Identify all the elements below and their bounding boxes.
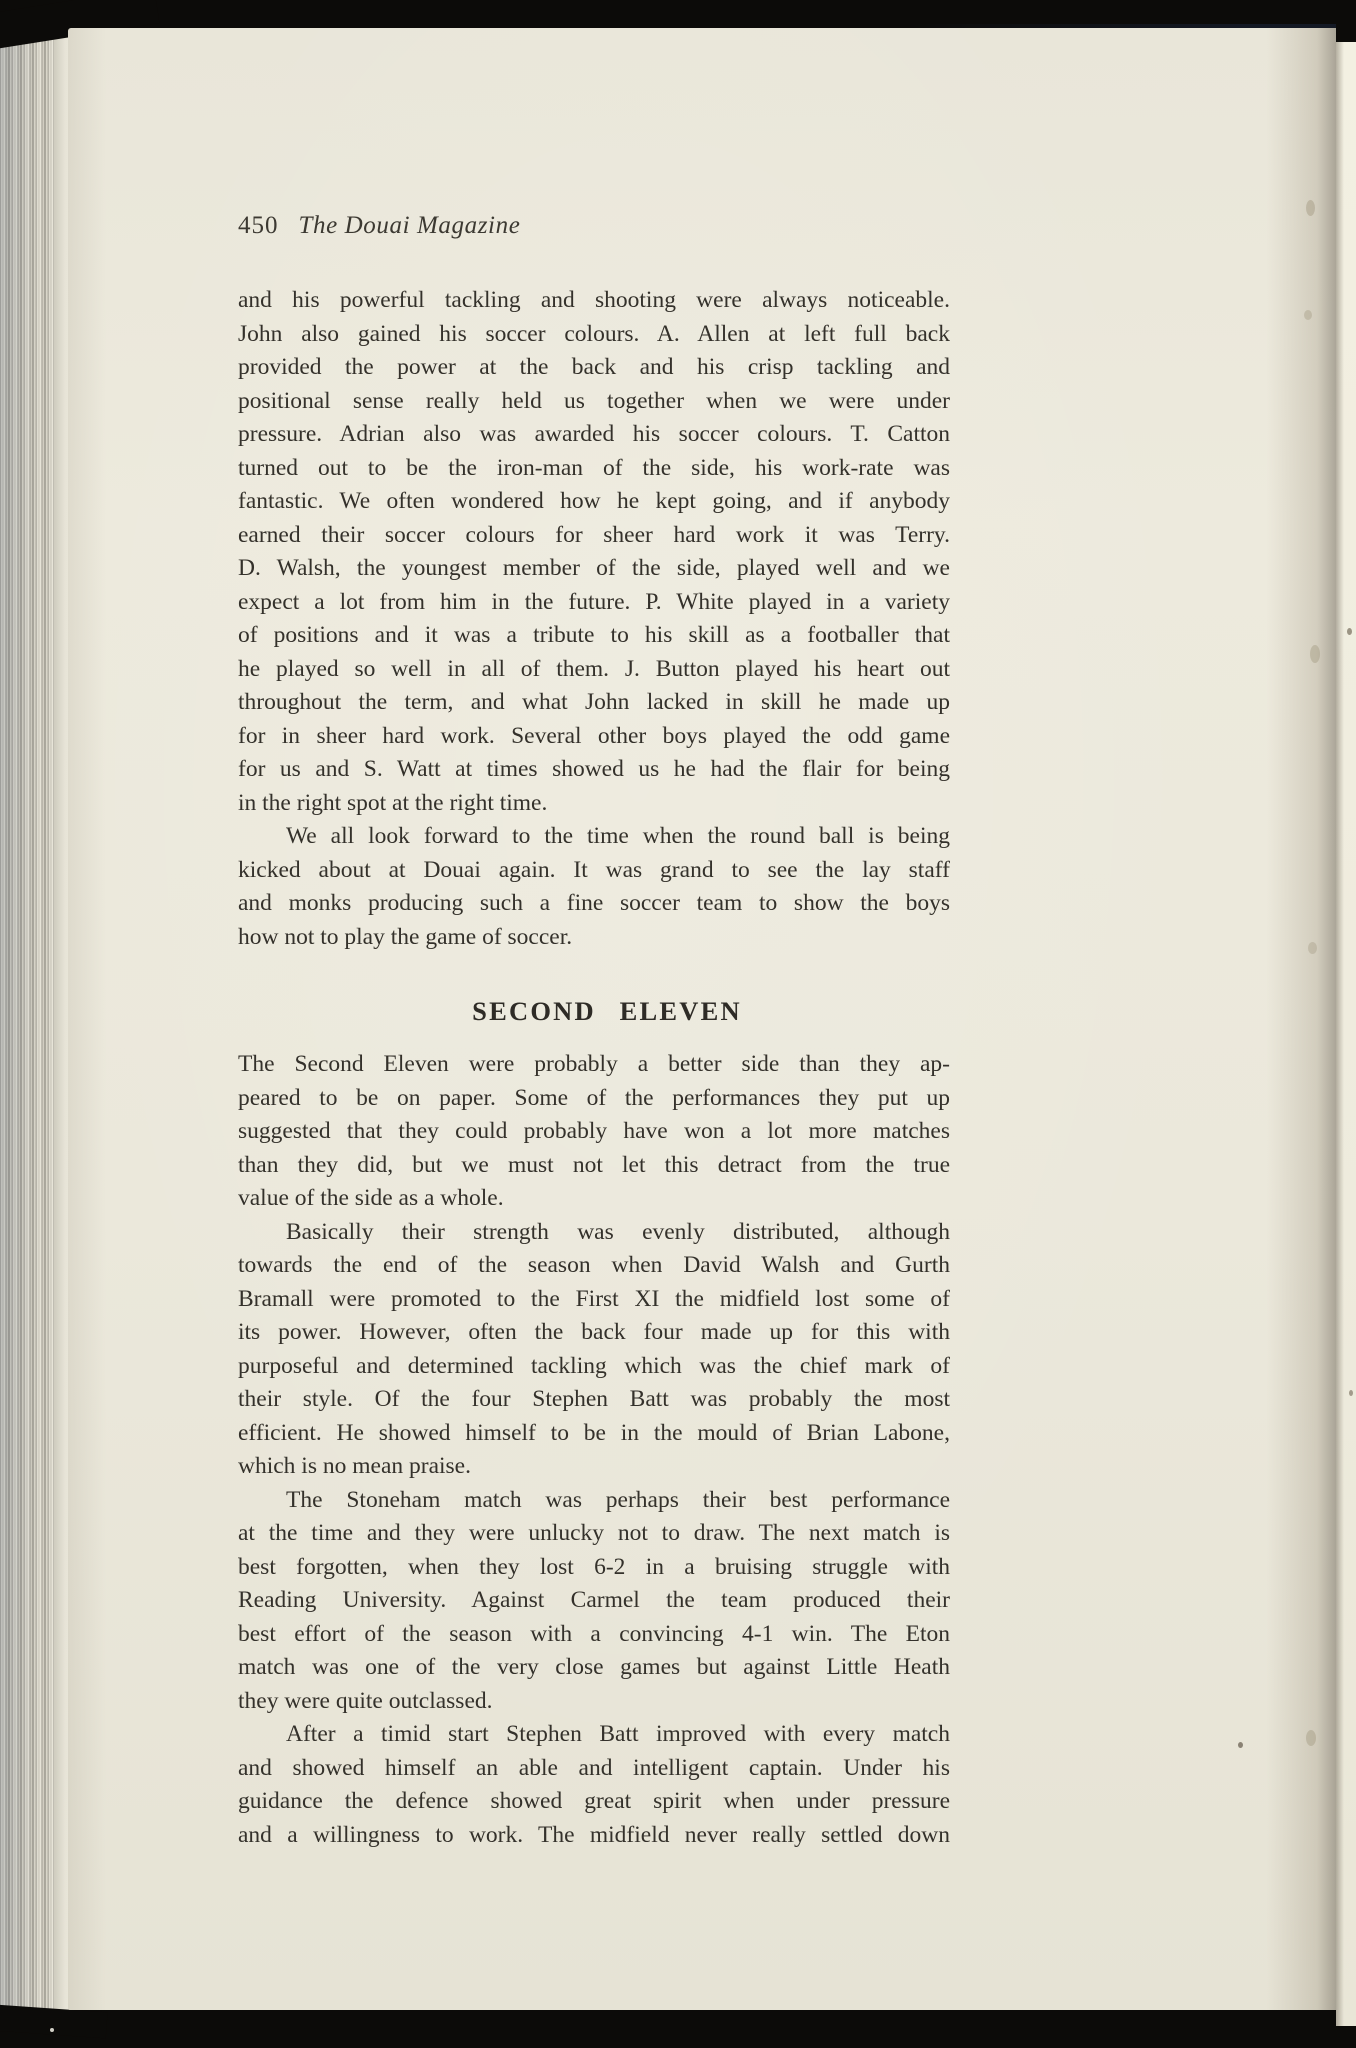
text-line: provided the power at the back and his crisp tackling and — [238, 354, 950, 380]
text-line: of positions and it was a tribute to his skill as a footballer that — [238, 622, 950, 648]
text-line: Reading University. Against Carmel the team produced their — [238, 1587, 950, 1613]
page-number: 450 — [238, 212, 279, 239]
paper-blemish — [1349, 1390, 1353, 1396]
text-line: value of the side as a whole. — [238, 1185, 504, 1211]
paper-blemish — [1306, 200, 1315, 216]
text-line: he played so well in all of them. J. Button played his heart out — [238, 655, 950, 682]
text-line: best forgotten, when they lost 6-2 in a bruising struggle with — [238, 1553, 950, 1580]
dust-speck — [50, 2028, 54, 2032]
text-line: fantastic. We often wondered how he kept going, and if anybody — [238, 488, 950, 514]
text-line: throughout the term, and what John lacked in skill he made up — [238, 689, 950, 715]
text-line: and monks producing such a fine soccer team to show the boys — [238, 890, 950, 916]
text-line: their style. Of the four Stephen Batt was probably the most — [238, 1386, 950, 1412]
text-line: how not to play the game of soccer. — [238, 923, 573, 950]
text-line: The Second Eleven were probably a better side than they ap- — [238, 1051, 950, 1077]
text-line: and showed himself an able and intelligent captain. Under his — [238, 1754, 950, 1781]
paragraph — [238, 820, 950, 954]
running-title: The Douai Magazine — [298, 212, 521, 239]
text-line: After a timid start Stephen Batt improved with every match — [286, 1721, 950, 1747]
text-line: in the right spot at the right time. — [238, 789, 548, 816]
running-header — [238, 212, 520, 240]
text-line: its power. However, often the back four made up for this with — [238, 1319, 950, 1345]
paper-blemish — [1308, 942, 1317, 954]
text-line: turned out to be the iron-man of the side, his work-rate was — [238, 454, 950, 481]
page-body — [238, 284, 950, 1852]
text-line: for in sheer hard work. Several other boys played the odd game — [238, 722, 950, 749]
text-line: match was one of the very close games but against Little Heath — [238, 1654, 950, 1680]
text-line: peared to be on paper. Some of the performances they put up — [238, 1084, 950, 1111]
text-line: guidance the defence showed great spirit when under pressure — [238, 1788, 950, 1814]
text-line: The Stoneham match was perhaps their best performance — [286, 1486, 950, 1513]
text-line: Bramall were promoted to the First XI the midfield lost some of — [238, 1285, 950, 1312]
text-line: positional sense really held us together when we were under — [238, 387, 950, 414]
paragraph — [238, 1048, 950, 1216]
text-line: We all look forward to the time when the round ball is being — [286, 823, 950, 849]
page-stack-edges — [0, 30, 70, 2012]
paragraph — [238, 284, 950, 820]
text-line: suggested that they could probably have won a lot more matches — [238, 1118, 950, 1144]
text-line: efficient. He showed himself to be in the mould of Brian Labone, — [238, 1419, 950, 1446]
text-line: earned their soccer colours for sheer hard work it was Terry. — [238, 521, 950, 548]
text-line: than they did, but we must not let this detract from the true — [238, 1151, 950, 1178]
text-line: towards the end of the season when David Walsh and Gurth — [238, 1252, 950, 1278]
text-line: D. Walsh, the youngest member of the side, played well and we — [238, 555, 950, 581]
paper-blemish — [1347, 628, 1352, 635]
text-line: and his powerful tackling and shooting were always noticeable. — [238, 287, 950, 313]
paper-blemish — [1306, 1730, 1316, 1746]
adjacent-page-edge — [1336, 42, 1356, 2026]
paragraph — [238, 1718, 950, 1852]
paper-blemish — [1310, 645, 1320, 663]
text-line: expect a lot from him in the future. P. White played in a variety — [238, 588, 950, 615]
text-line: for us and S. Watt at times showed us he had the flair for being — [238, 756, 950, 782]
book-page — [68, 28, 1336, 2010]
text-line: kicked about at Douai again. It was grand to see the lay staff — [238, 856, 950, 883]
text-line: Basically their strength was evenly distributed, although — [286, 1218, 950, 1245]
paragraph — [238, 1216, 950, 1484]
text-line: they were quite outclassed. — [238, 1687, 493, 1714]
text-line: and a willingness to work. The midfield never really settled down — [238, 1821, 950, 1848]
text-line: pressure. Adrian also was awarded his soccer colours. T. Catton — [238, 421, 950, 447]
text-line: purposeful and determined tackling which was the chief mark of — [238, 1352, 950, 1379]
paper-blemish — [1304, 310, 1312, 320]
paragraph — [238, 1484, 950, 1719]
text-line: at the time and they were unlucky not to draw. The next match is — [238, 1520, 950, 1546]
section-heading: SECOND ELEVEN — [472, 996, 742, 1026]
paper-blemish — [1238, 1742, 1243, 1748]
text-line: best effort of the season with a convincing 4-1 win. The Eton — [238, 1620, 950, 1647]
text-line: which is no mean praise. — [238, 1453, 471, 1479]
text-line: John also gained his soccer colours. A. Allen at left full back — [238, 320, 950, 347]
